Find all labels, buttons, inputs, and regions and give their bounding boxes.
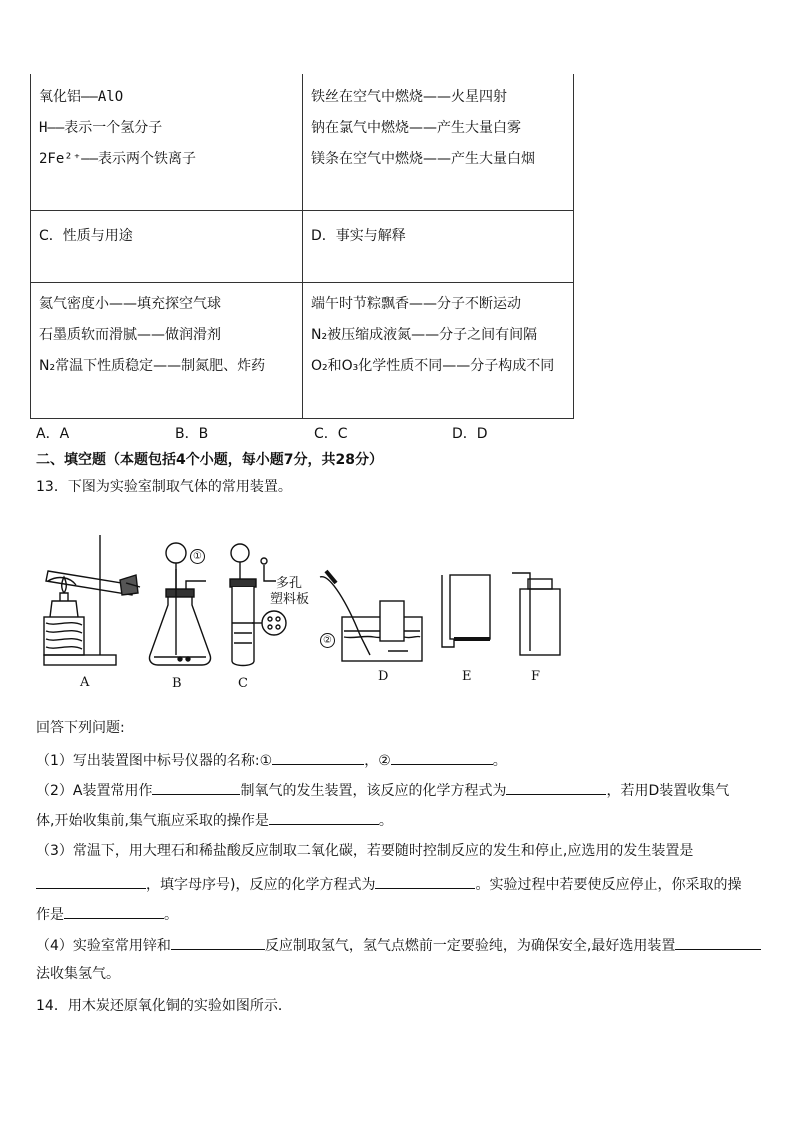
answer-blank[interactable] — [36, 874, 146, 889]
section-title: 二、填空题（本题包括4个小题，每小题7分，共28分） — [36, 452, 383, 468]
fig-label-f: F — [531, 669, 541, 684]
table-line: N₂被压缩成液氮——分子之间有间隔 — [311, 326, 538, 343]
apparatus-a — [44, 535, 140, 665]
table-line: H——表示一个氢分子 — [39, 120, 163, 136]
fig-label-a: A — [80, 675, 90, 690]
fig-label-c: C — [238, 676, 248, 691]
q13-part4-line1: （4）实验室常用锌和 反应制取氢气，氢气点燃前一定要验纯，为确保安全,最好选用装置 — [36, 935, 761, 955]
option-d[interactable]: D．D — [452, 426, 488, 442]
answer-blank[interactable] — [375, 874, 475, 889]
cell-c-body — [31, 282, 303, 418]
table-line: 铁丝在空气中燃烧——火星四射 — [311, 89, 507, 105]
cell-c-header — [31, 210, 303, 282]
mark-one: ① — [190, 546, 205, 565]
answer-blank[interactable] — [391, 750, 493, 765]
q14-intro: 14．用木炭还原氧化铜的实验如图所示． — [36, 998, 292, 1014]
table-line: 钠在氯气中燃烧——产生大量白雾 — [311, 120, 521, 136]
table-line: 石墨质软而滑腻——做润滑剂 — [39, 326, 221, 343]
q13-part4-line2: 法收集氢气。 — [36, 966, 120, 982]
fig-label-b: B — [172, 676, 182, 691]
q13-part2-line2: 体,开始收集前,集气瓶应采取的操作是 。 — [36, 810, 393, 830]
cell-a-left — [31, 74, 303, 210]
q13-part3-line2: ，填字母序号)，反应的化学方程式为 。实验过程中若要使反应停止，你采取的操 — [36, 874, 741, 894]
answer-blank[interactable] — [152, 780, 240, 795]
answer-blank[interactable] — [171, 935, 265, 950]
cell-b-right — [303, 74, 574, 210]
q13-part3-line1: （3）常温下，用大理石和稀盐酸反应制取二氧化碳，若要随时控制反应的发生和停止,应选用的发生装置是 — [36, 843, 694, 859]
answer-blank[interactable] — [272, 750, 364, 765]
cell-d-body — [303, 282, 574, 418]
table-line: N₂常温下性质稳定——制氮肥、炸药 — [39, 357, 266, 374]
fig-label-d: D — [378, 669, 389, 684]
apparatus-d — [320, 571, 422, 661]
answer-blank[interactable] — [506, 780, 606, 795]
q13-part3-line3: 作是 。 — [36, 904, 178, 924]
q13-intro: 13．下图为实验室制取气体的常用装置。 — [36, 479, 292, 495]
cell-d-header — [303, 210, 574, 282]
option-a[interactable]: A．A — [36, 426, 70, 442]
table-line: 氧化铝——AlO — [39, 89, 124, 105]
apparatus-e — [442, 575, 490, 647]
table-line: 镁条在空气中燃烧——产生大量白烟 — [311, 151, 535, 167]
q13-part2-line1: （2）A装置常用作 制氧气的发生装置，该反应的化学方程式为 ，若用D装置收集气 — [36, 780, 729, 800]
table-header-c: C．性质与用途 — [39, 227, 133, 244]
q13-prompt: 回答下列问题: — [36, 720, 125, 736]
option-b[interactable]: B．B — [175, 426, 209, 442]
perforated-plate-label: 多孔 塑料板 — [270, 576, 310, 607]
answer-blank[interactable] — [64, 904, 164, 919]
table-header-d: D．事实与解释 — [311, 227, 406, 244]
apparatus-figure — [30, 505, 590, 695]
apparatus-f — [512, 573, 560, 655]
comparison-table — [30, 74, 574, 419]
table-line: 2Fe²⁺——表示两个铁离子 — [39, 151, 197, 167]
q13-part1: （1）写出装置图中标号仪器的名称:① ，② 。 — [36, 750, 507, 770]
option-c[interactable]: C．C — [314, 426, 348, 442]
table-line: 端午时节粽飘香——分子不断运动 — [311, 295, 521, 312]
fig-label-e: E — [462, 669, 472, 684]
table-line: O₂和O₃化学性质不同——分子构成不同 — [311, 357, 555, 374]
mark-two: ② — [320, 630, 335, 649]
table-line: 氦气密度小——填充探空气球 — [39, 295, 221, 312]
answer-blank[interactable] — [675, 935, 761, 950]
answer-blank[interactable] — [269, 810, 379, 825]
